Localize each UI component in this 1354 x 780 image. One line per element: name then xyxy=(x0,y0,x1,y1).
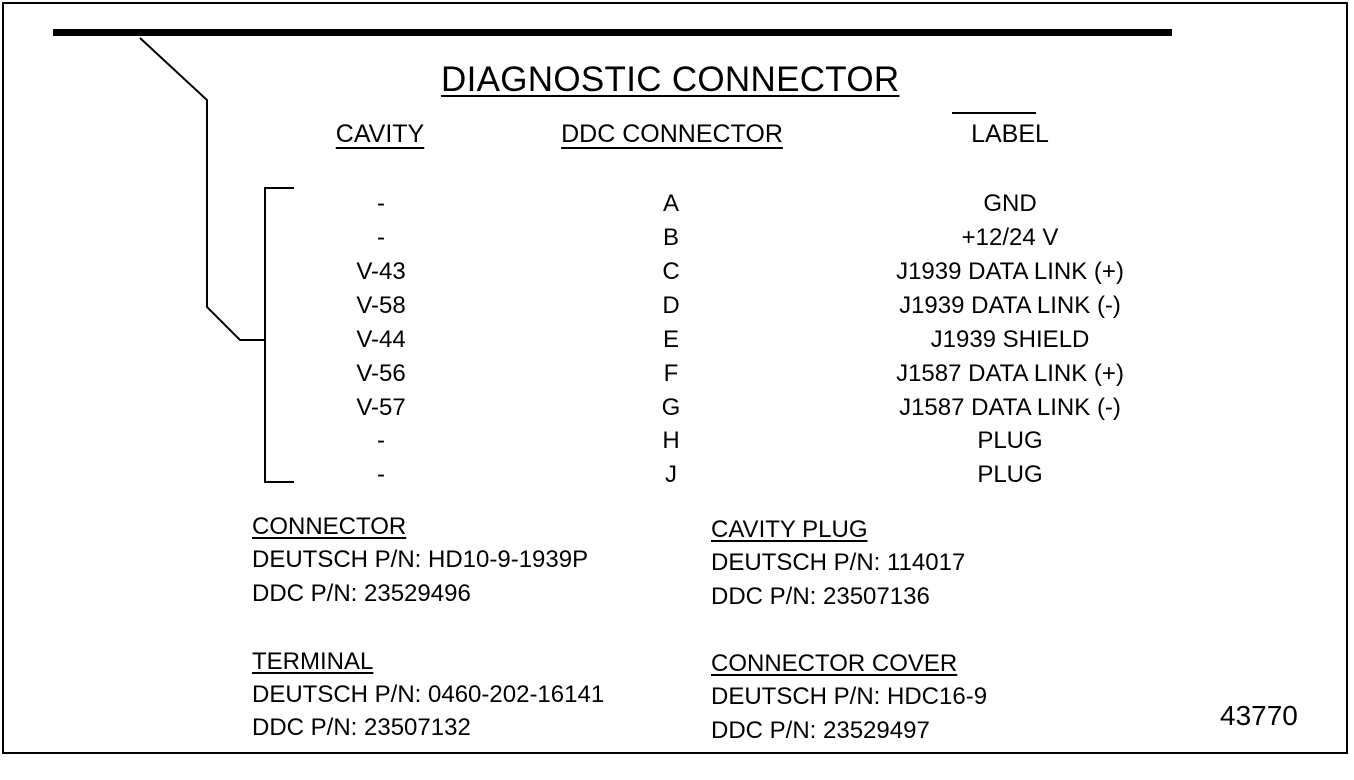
connector-cover-deutsch-pn: DEUTSCH P/N: HDC16-9 xyxy=(711,683,988,710)
row-4-label: J1939 DATA LINK (-) xyxy=(899,292,1121,319)
row-2-ddc: B xyxy=(662,224,680,251)
row-3-cavity: V-43 xyxy=(356,258,406,285)
connector-heading: CONNECTOR xyxy=(252,513,407,540)
row-9-label: PLUG xyxy=(977,461,1043,488)
row-5-label: J1939 SHIELD xyxy=(930,326,1090,353)
row-9-ddc: J xyxy=(665,461,677,488)
row-6-cavity: V-56 xyxy=(356,360,406,387)
column-header-ddc-connector: DDC CONNECTOR xyxy=(561,120,783,148)
row-8-ddc: H xyxy=(662,427,680,454)
row-9-cavity: - xyxy=(377,461,385,488)
pin-bracket xyxy=(265,188,294,482)
connector-cover-ddc-pn: DDC P/N: 23529497 xyxy=(711,717,930,744)
row-6-ddc: F xyxy=(663,360,679,387)
cavity-plug-deutsch-pn: DEUTSCH P/N: 114017 xyxy=(711,549,966,576)
terminal-ddc-pn: DDC P/N: 23507132 xyxy=(252,714,471,741)
top-rule xyxy=(53,29,1172,36)
connector-ddc-pn: DDC P/N: 23529496 xyxy=(252,580,471,607)
terminal-deutsch-pn: DEUTSCH P/N: 0460-202-16141 xyxy=(252,681,605,708)
connector-cover-heading: CONNECTOR COVER xyxy=(711,650,958,677)
row-8-label: PLUG xyxy=(977,427,1043,454)
row-7-label: J1587 DATA LINK (-) xyxy=(899,394,1121,421)
terminal-heading: TERMINAL xyxy=(252,648,374,675)
row-1-cavity: - xyxy=(377,190,385,217)
cavity-plug-heading: CAVITY PLUG xyxy=(711,516,868,543)
row-4-cavity: V-58 xyxy=(356,292,406,319)
row-5-ddc: E xyxy=(662,326,680,353)
callout-leader xyxy=(140,38,266,340)
cavity-plug-ddc-pn: DDC P/N: 23507136 xyxy=(711,583,930,610)
column-header-label: LABEL xyxy=(971,120,1049,148)
row-6-label: J1587 DATA LINK (+) xyxy=(896,360,1124,387)
row-8-cavity: - xyxy=(377,427,385,454)
row-7-ddc: G xyxy=(661,394,681,421)
diagram-title: DIAGNOSTIC CONNECTOR xyxy=(441,60,900,99)
connector-deutsch-pn: DEUTSCH P/N: HD10-9-1939P xyxy=(252,546,589,573)
row-1-label: GND xyxy=(983,190,1037,217)
row-1-ddc: A xyxy=(662,190,680,217)
row-5-cavity: V-44 xyxy=(356,326,406,353)
row-2-label: +12/24 V xyxy=(961,224,1059,251)
row-3-label: J1939 DATA LINK (+) xyxy=(896,258,1124,285)
row-3-ddc: C xyxy=(662,258,680,285)
row-2-cavity: - xyxy=(377,224,385,251)
row-7-cavity: V-57 xyxy=(356,394,406,421)
row-4-ddc: D xyxy=(662,292,680,319)
column-header-cavity: CAVITY xyxy=(335,120,425,148)
figure-number: 43770 xyxy=(1220,700,1298,731)
